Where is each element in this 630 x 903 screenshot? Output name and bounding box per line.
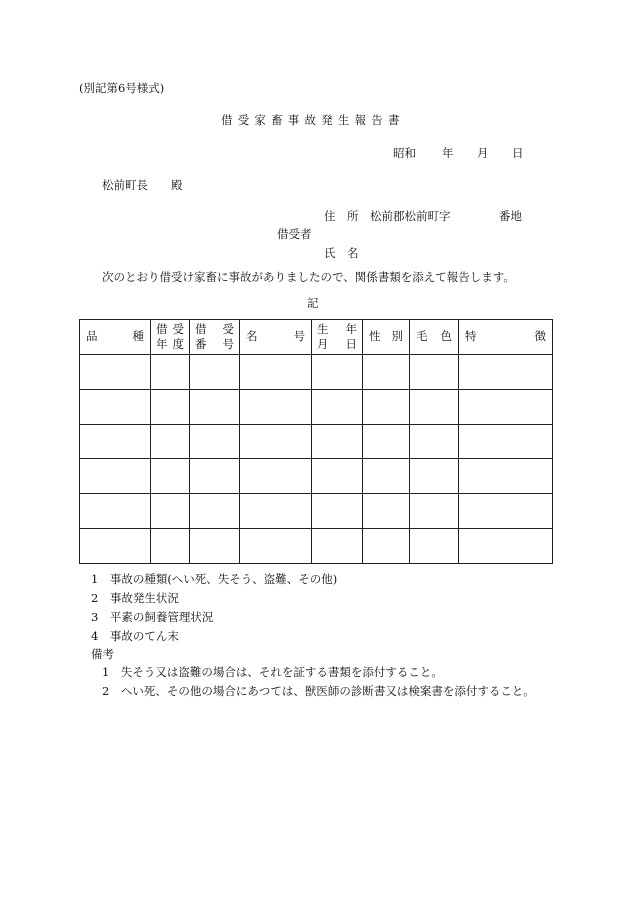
table-cell[interactable] <box>410 389 459 424</box>
remark-item: 1 失そう又は盗難の場合は、それを証する書類を添付すること。 <box>102 665 443 679</box>
table-cell[interactable] <box>80 389 151 424</box>
table-cell[interactable] <box>459 528 553 563</box>
table-cell[interactable] <box>410 528 459 563</box>
col-name-number: 名 号 <box>240 320 312 355</box>
table-cell[interactable] <box>459 389 553 424</box>
table-cell[interactable] <box>240 528 312 563</box>
table-cell[interactable] <box>190 424 240 459</box>
table-cell[interactable] <box>80 355 151 390</box>
col-loan-number: 借 受 番 号 <box>190 320 240 355</box>
table-cell[interactable] <box>363 528 410 563</box>
table-header-row <box>80 320 553 355</box>
col-breed: 品 種 <box>80 320 151 355</box>
col-loan-year: 借 受 年 度 <box>151 320 190 355</box>
table-cell[interactable] <box>363 459 410 494</box>
table-cell[interactable] <box>410 424 459 459</box>
address-value: 松前郡松前町字 <box>370 209 451 223</box>
intro-text: 次のとおり借受け家畜に事故がありましたので、関係書類を添えて報告します。 <box>102 270 515 284</box>
table-cell[interactable] <box>190 528 240 563</box>
table-cell[interactable] <box>312 424 363 459</box>
table-cell[interactable] <box>151 459 190 494</box>
table-cell[interactable] <box>151 424 190 459</box>
table-cell[interactable] <box>410 355 459 390</box>
table-cell[interactable] <box>240 459 312 494</box>
table-cell[interactable] <box>80 459 151 494</box>
table-cell[interactable] <box>363 355 410 390</box>
table-cell[interactable] <box>151 528 190 563</box>
table-cell[interactable] <box>312 494 363 529</box>
table-cell[interactable] <box>459 355 553 390</box>
address-suffix: 番地 <box>499 209 522 223</box>
table-cell[interactable] <box>190 459 240 494</box>
livestock-table <box>79 319 553 564</box>
table-cell[interactable] <box>410 459 459 494</box>
table-row <box>80 528 553 563</box>
col-coat-color: 毛 色 <box>410 320 459 355</box>
table-cell[interactable] <box>80 528 151 563</box>
list-item: 1 事故の種類(へい死、失そう、盗難、その他) <box>91 572 338 586</box>
list-item: 4 事故のてん末 <box>91 629 179 643</box>
table-row <box>80 389 553 424</box>
date-year: 年 <box>442 146 454 160</box>
table-cell[interactable] <box>240 355 312 390</box>
table-cell[interactable] <box>80 494 151 529</box>
table-cell[interactable] <box>363 424 410 459</box>
col-features: 特 徴 <box>459 320 553 355</box>
table-cell[interactable] <box>459 424 553 459</box>
table-cell[interactable] <box>80 424 151 459</box>
page-title: 借受家畜事故発生報告書 <box>221 113 405 127</box>
table-body <box>80 355 553 564</box>
table-cell[interactable] <box>312 355 363 390</box>
addressee: 松前町長 殿 <box>102 178 183 192</box>
table-cell[interactable] <box>240 494 312 529</box>
table-cell[interactable] <box>312 528 363 563</box>
table-cell[interactable] <box>190 494 240 529</box>
table-cell[interactable] <box>190 355 240 390</box>
form-label: (別記第6号様式) <box>79 81 165 95</box>
table-row <box>80 355 553 390</box>
col-sex: 性 別 <box>363 320 410 355</box>
address-label: 住 所 <box>324 209 359 223</box>
table-row <box>80 424 553 459</box>
table-cell[interactable] <box>151 389 190 424</box>
table-cell[interactable] <box>312 389 363 424</box>
table-cell[interactable] <box>363 494 410 529</box>
date-era: 昭和 <box>393 146 416 160</box>
table-cell[interactable] <box>240 424 312 459</box>
list-item: 2 事故発生状況 <box>91 591 179 605</box>
remark-item: 2 へい死、その他の場合にあつては、獣医師の診断書又は検案書を添付すること。 <box>102 684 535 698</box>
date-day: 日 <box>512 146 524 160</box>
table-row <box>80 494 553 529</box>
col-birth-date: 生 年 月 日 <box>312 320 363 355</box>
date-month: 月 <box>477 146 489 160</box>
remarks-label: 備考 <box>91 647 114 661</box>
borrower-label: 借受者 <box>277 227 312 241</box>
table-cell[interactable] <box>190 389 240 424</box>
table-cell[interactable] <box>363 389 410 424</box>
list-item: 3 平素の飼養管理状況 <box>91 610 214 624</box>
table-cell[interactable] <box>459 459 553 494</box>
ki-label: 記 <box>307 296 319 310</box>
table-cell[interactable] <box>459 494 553 529</box>
table-row <box>80 459 553 494</box>
table-cell[interactable] <box>312 459 363 494</box>
table-cell[interactable] <box>151 494 190 529</box>
table-cell[interactable] <box>151 355 190 390</box>
table-cell[interactable] <box>410 494 459 529</box>
name-label: 氏 名 <box>324 246 359 260</box>
table-cell[interactable] <box>240 389 312 424</box>
